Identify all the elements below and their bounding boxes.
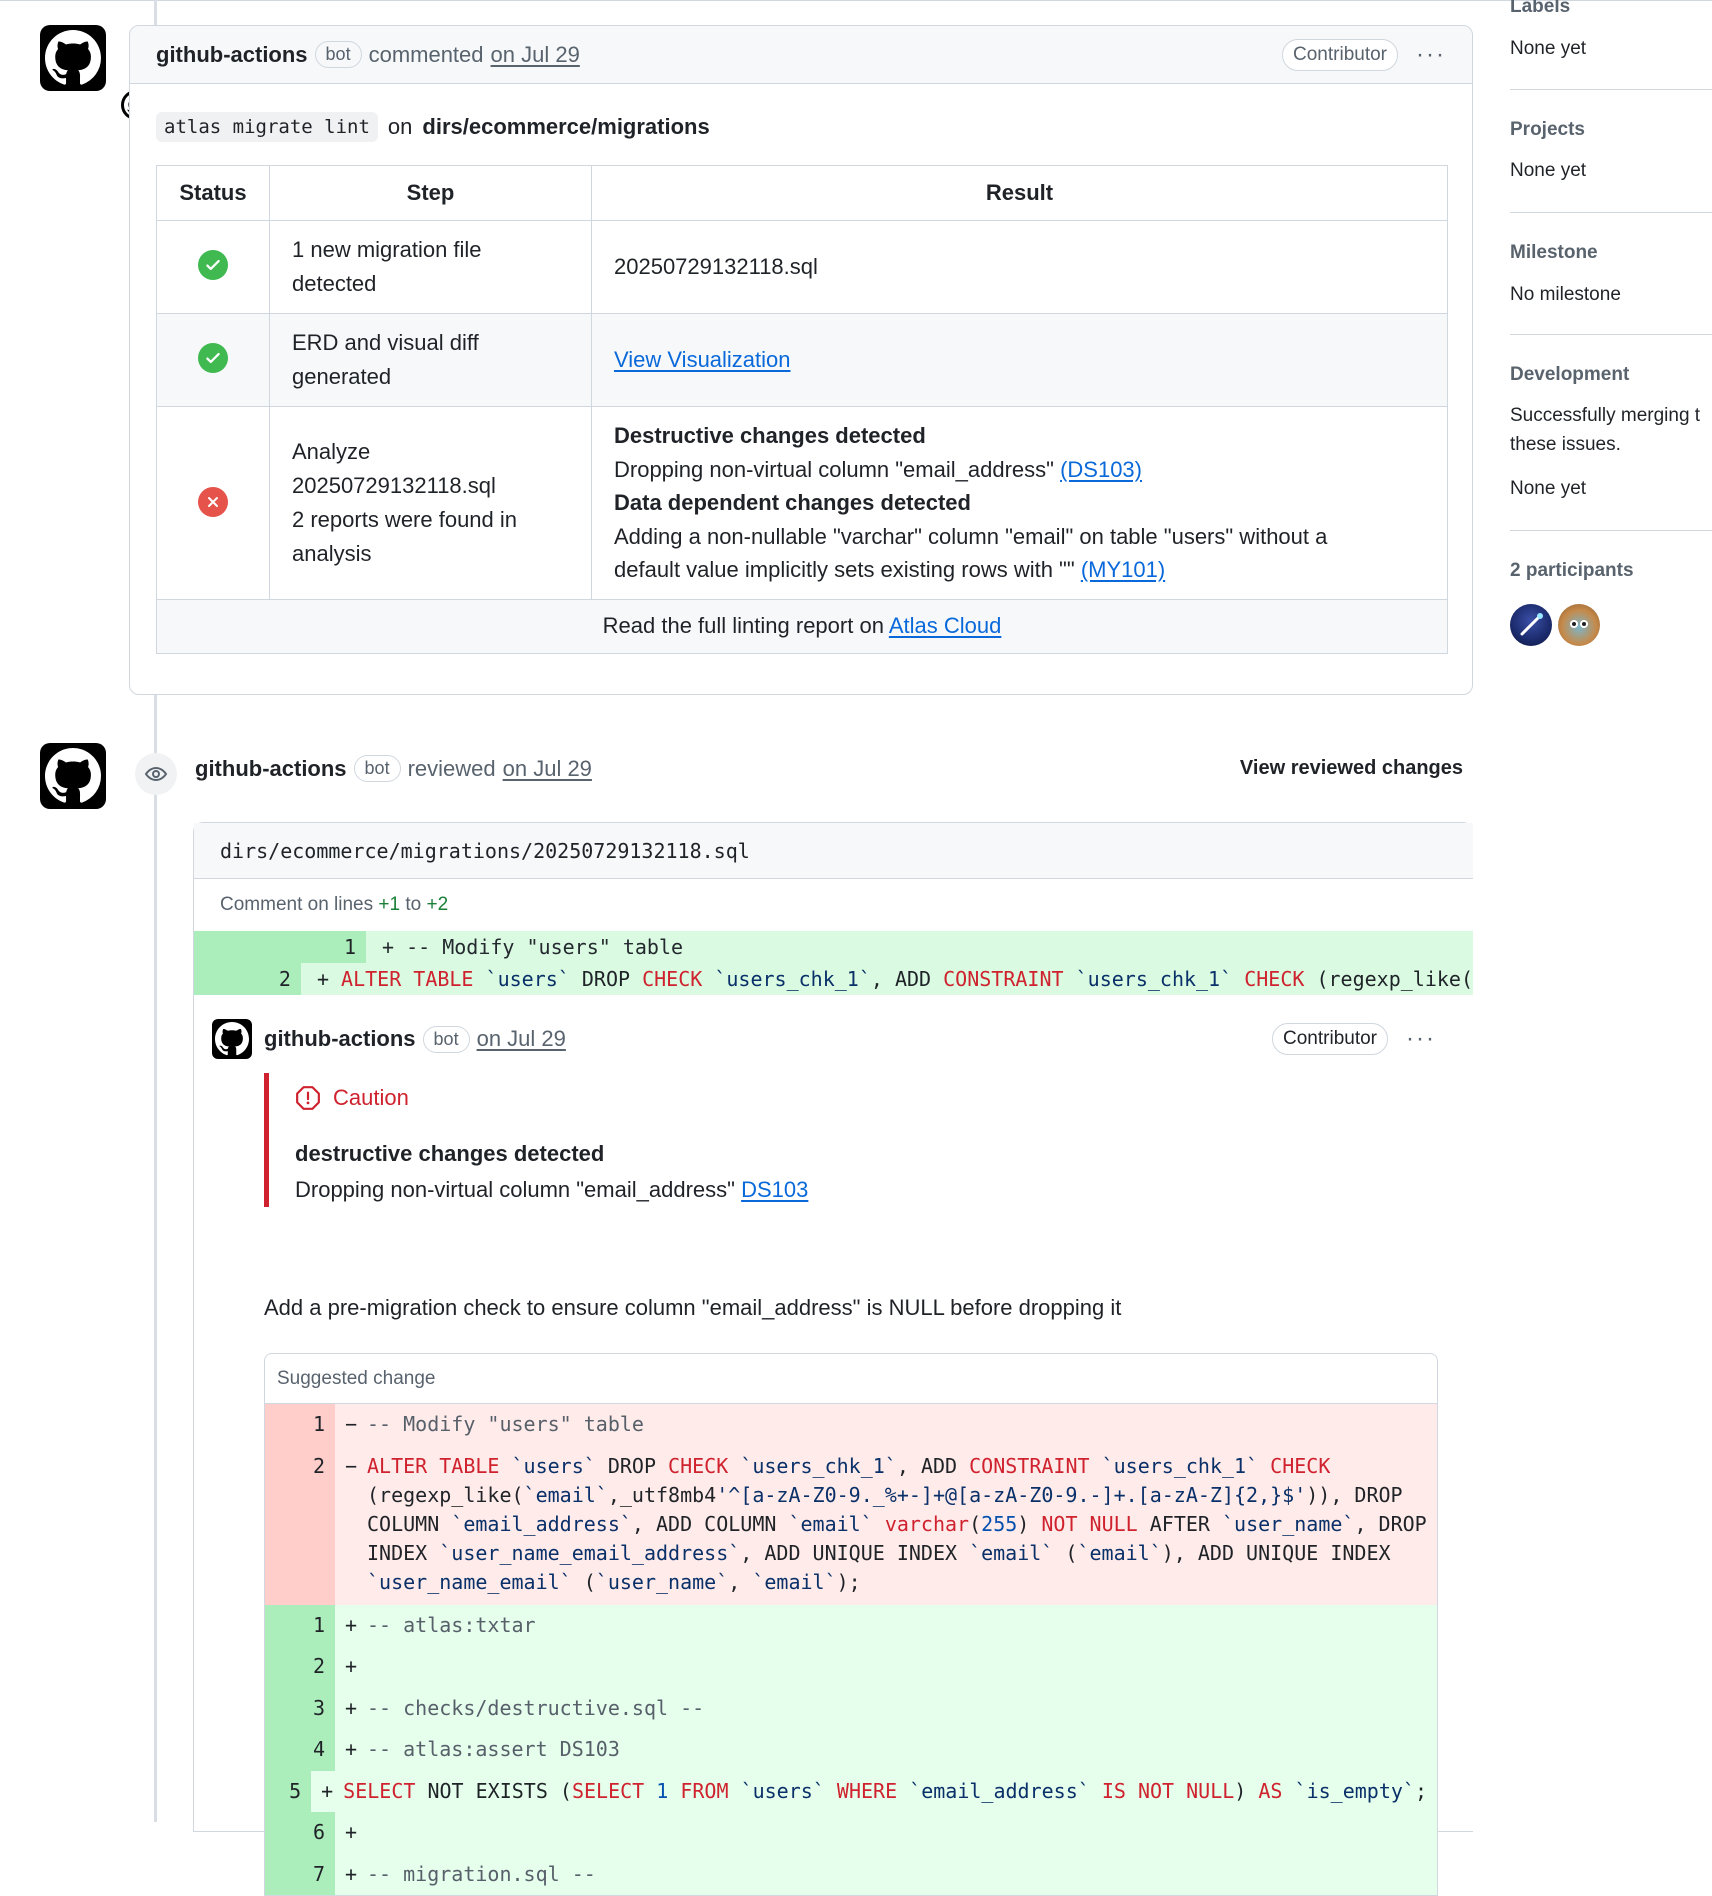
diff-code: + SELECT NOT EXISTS (SELECT 1 FROM `users` WHERE `email_address` IS NOT NULL) AS `is_empty`; xyxy=(311,1771,1437,1813)
step-cell: ERD and visual diff generated xyxy=(270,314,592,407)
participant-avatar[interactable] xyxy=(1510,604,1552,646)
participants-title: 2 participants xyxy=(1510,560,1634,581)
github-icon xyxy=(45,748,101,804)
lint-on: on xyxy=(387,114,413,139)
status-cell xyxy=(157,314,270,407)
line-number: 4 xyxy=(265,1729,335,1771)
table-row xyxy=(157,407,1448,600)
ds103-link[interactable]: DS103 xyxy=(741,1177,809,1202)
status-cell xyxy=(157,221,270,314)
step-line: analysis xyxy=(292,540,372,566)
more-options-icon[interactable]: ··· xyxy=(1416,40,1446,68)
deleted-line xyxy=(265,1404,1437,1446)
sidebar-milestone xyxy=(1510,213,1712,335)
sidebar xyxy=(1510,0,1712,581)
projects-value: None yet xyxy=(1510,160,1587,181)
diff-code: + xyxy=(335,1812,1437,1854)
projects-title[interactable]: Projects xyxy=(1510,119,1585,140)
line-number: 7 xyxy=(265,1854,335,1896)
line-number: 2 xyxy=(194,963,301,995)
github-actions-avatar[interactable] xyxy=(40,25,106,91)
top-divider xyxy=(0,0,1712,1)
added-line xyxy=(265,1646,1437,1688)
table-footer-row xyxy=(157,599,1448,653)
result-cell: 20250729132118.sql xyxy=(592,221,1448,314)
step-cell: 1 new migration file detected xyxy=(270,221,592,314)
sidebar-labels xyxy=(1510,0,1712,90)
data-dependent-text-1: Adding a non-nullable "varchar" column "email" on table "users" without a xyxy=(614,523,1328,549)
contributor-badge: Contributor xyxy=(1282,39,1398,71)
code-text: -- atlas:txtar xyxy=(367,1612,536,1637)
participant-avatars xyxy=(1510,604,1600,646)
diff-line xyxy=(194,931,1473,963)
timeline-comment xyxy=(129,25,1473,695)
header-step: Step xyxy=(270,166,592,221)
more-options-icon[interactable]: ··· xyxy=(1406,1025,1436,1052)
diff-line xyxy=(194,963,1473,995)
code-text: -- atlas:assert DS103 xyxy=(367,1737,620,1761)
sidebar-projects xyxy=(1510,90,1712,213)
result-cell xyxy=(592,407,1448,600)
milestone-value: No milestone xyxy=(1510,284,1621,305)
line-number: 3 xyxy=(265,1688,335,1730)
caution-heading: destructive changes detected xyxy=(295,1141,605,1166)
review-header xyxy=(195,755,1463,782)
suggested-change-label: Suggested change xyxy=(265,1354,1437,1404)
milestone-title[interactable]: Milestone xyxy=(1510,242,1598,263)
lint-directory: dirs/ecommerce/migrations xyxy=(422,114,710,139)
check-circle-icon xyxy=(198,343,228,373)
review-author[interactable]: github-actions xyxy=(195,755,347,781)
lint-results-table xyxy=(156,165,1448,654)
review-action: reviewed xyxy=(407,755,496,781)
comment-lines-label xyxy=(194,879,1473,931)
diff-code: + -- checks/destructive.sql -- xyxy=(335,1688,1437,1730)
footer-text: Read the full linting report on xyxy=(602,613,884,638)
table-row xyxy=(157,221,1448,314)
bot-badge: bot xyxy=(354,755,401,782)
ds103-link[interactable]: (DS103) xyxy=(1060,456,1142,482)
my101-link[interactable]: (MY101) xyxy=(1080,557,1166,582)
added-line xyxy=(265,1605,1437,1647)
result-cell xyxy=(592,314,1448,407)
file-path[interactable]: dirs/ecommerce/migrations/20250729132118.sql xyxy=(194,823,1473,879)
code-text: -- migration.sql -- xyxy=(367,1861,596,1886)
header-status: Status xyxy=(157,166,270,221)
view-reviewed-changes-link[interactable]: View reviewed changes xyxy=(1239,757,1463,779)
x-circle-icon xyxy=(198,487,228,517)
advice-text: Add a pre-migration check to ensure column "email_address" is NULL before dropping it xyxy=(264,1295,1122,1320)
stop-icon xyxy=(295,1085,321,1111)
added-line xyxy=(265,1729,1437,1771)
diff-code: + -- Modify "users" table xyxy=(366,931,1473,963)
suggested-change xyxy=(264,1353,1438,1896)
diff-code: − ALTER TABLE `users` DROP CHECK `users_chk_1`, ADD CONSTRAINT `users_chk_1` CHECK (regexp_like(`email`,_utf8mb4'^[a-zA-Z0-9._%+-]+@[a-zA-Z0-9.-]+.[a-zA-Z]{2,}$')), DROP COLUMN `email_address`, ADD COLUMN `email` varchar(255) NOT NULL AFTER `user_name`, DROP INDEX `user_name_email_address`, ADD UNIQUE INDEX `email` (`email`), ADD UNIQUE INDEX `user_name_email` (`user_name`, `email`); xyxy=(335,1446,1437,1605)
destructive-desc: Dropping non-virtual column "email_address" xyxy=(614,456,1054,482)
line-from: +1 xyxy=(378,894,401,915)
data-dependent-title: Data dependent changes detected xyxy=(614,490,971,515)
diff-code: − -- Modify "users" table xyxy=(335,1404,1437,1446)
participant-avatar[interactable] xyxy=(1558,604,1600,646)
diff-code: + -- migration.sql -- xyxy=(335,1854,1437,1896)
line-number: 6 xyxy=(265,1812,335,1854)
github-actions-avatar[interactable] xyxy=(40,743,106,809)
code-text: -- checks/destructive.sql -- xyxy=(367,1695,705,1720)
github-actions-avatar[interactable] xyxy=(212,1019,252,1059)
view-visualization-link[interactable]: View Visualization xyxy=(614,347,791,372)
table-row xyxy=(157,314,1448,407)
comment-author[interactable]: github-actions xyxy=(264,1026,416,1051)
development-text-2: these issues. xyxy=(1510,434,1621,455)
sidebar-development xyxy=(1510,335,1712,531)
header-result: Result xyxy=(592,166,1448,221)
line-to: +2 xyxy=(426,894,449,915)
caution-desc: Dropping non-virtual column "email_address" xyxy=(295,1177,735,1202)
footer-cell xyxy=(157,599,1448,653)
comment-on-text: Comment on lines xyxy=(220,894,374,915)
status-cell xyxy=(157,407,270,600)
review-date[interactable]: on Jul 29 xyxy=(502,755,592,781)
destructive-text xyxy=(614,453,1425,487)
development-text-1: Successfully merging t xyxy=(1510,405,1701,426)
review-thread xyxy=(193,822,1473,1886)
comment-header xyxy=(130,26,1472,84)
diff-code: + -- atlas:txtar xyxy=(335,1605,1437,1647)
check-circle-icon xyxy=(198,250,228,280)
github-icon xyxy=(215,1022,249,1056)
development-value: None yet xyxy=(1510,478,1587,499)
comment-date[interactable]: on Jul 29 xyxy=(490,41,580,67)
data-dependent-text-2 xyxy=(614,553,1425,587)
diff-code: + -- atlas:assert DS103 xyxy=(335,1729,1437,1771)
destructive-title: Destructive changes detected xyxy=(614,423,926,448)
added-line xyxy=(265,1812,1437,1854)
labels-value: None yet xyxy=(1510,38,1587,59)
labels-title[interactable]: Labels xyxy=(1510,0,1571,17)
step-line: 2 reports were found in xyxy=(292,506,518,532)
bot-badge: bot xyxy=(315,41,362,68)
comment-author[interactable]: github-actions xyxy=(156,41,308,67)
development-title[interactable]: Development xyxy=(1510,364,1630,385)
caution-text xyxy=(295,1177,1364,1203)
diff-code: + xyxy=(335,1646,1437,1688)
github-icon xyxy=(45,30,101,86)
line-number: 1 xyxy=(265,1605,335,1647)
step-line: Analyze xyxy=(292,438,371,464)
lint-summary xyxy=(156,112,1446,142)
comment-action: commented xyxy=(368,41,484,67)
diff-code: + ALTER TABLE `users` DROP CHECK `users_chk_1` , ADD CONSTRAINT `users_chk_1` CHECK (regexp_like( xyxy=(301,963,1473,995)
added-line xyxy=(265,1854,1437,1896)
data-dependent-desc: default value implicitly sets existing rows with "" xyxy=(614,557,1075,582)
comment-date[interactable]: on Jul 29 xyxy=(476,1026,566,1051)
atlas-cloud-link[interactable]: Atlas Cloud xyxy=(888,613,1002,638)
caution-label: Caution xyxy=(333,1085,409,1110)
lint-command: atlas migrate lint xyxy=(156,112,378,142)
to-text: to xyxy=(405,894,422,915)
review-comment-header xyxy=(264,1019,1436,1059)
deleted-line xyxy=(265,1446,1437,1605)
added-line xyxy=(265,1688,1437,1730)
caution-alert xyxy=(264,1073,1364,1207)
contributor-badge: Contributor xyxy=(1272,1023,1388,1055)
eye-icon xyxy=(135,753,177,795)
step-line: 20250729132118.sql xyxy=(292,472,496,498)
code-text: -- Modify "users" table xyxy=(367,1412,644,1436)
line-number: 1 xyxy=(265,1404,335,1446)
bot-badge: bot xyxy=(423,1026,470,1053)
line-number: 2 xyxy=(265,1646,335,1688)
line-number: 1 xyxy=(194,931,366,963)
line-number: 5 xyxy=(265,1771,311,1813)
caution-title xyxy=(295,1085,1364,1111)
added-line xyxy=(265,1771,1437,1813)
step-cell xyxy=(270,407,592,600)
line-number: 2 xyxy=(265,1446,335,1605)
